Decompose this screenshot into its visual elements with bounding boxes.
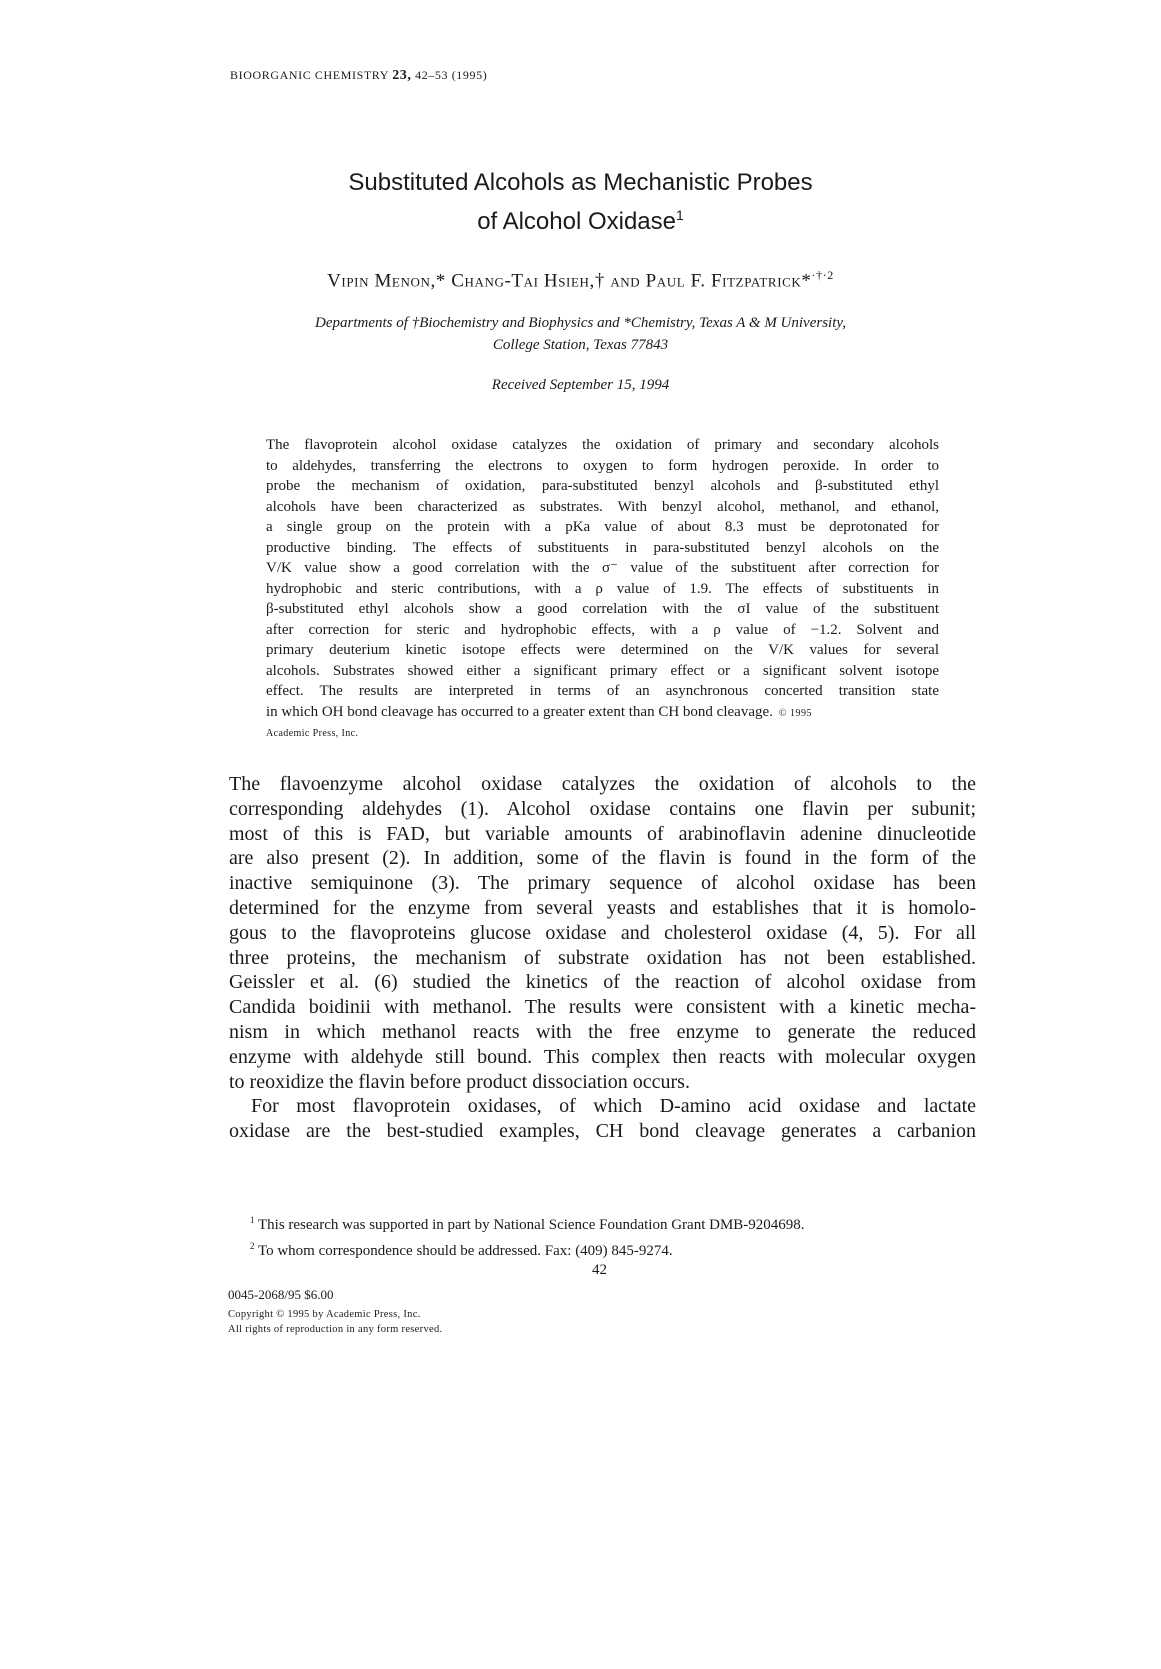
body-line: Geissler et al. (6) studied the kinetics of the reaction of alcohol oxidase from [229, 971, 976, 994]
abstract-copyright-mark: © 1995 [778, 707, 812, 719]
footnotes [250, 1210, 805, 1262]
body-line: corresponding aldehydes (1). Alcohol oxidase contains one flavin per subunit; [229, 797, 976, 820]
abstract-line: hydrophobic and steric contributions, with a ρ value of 1.9. The effects of substituents in [266, 580, 939, 597]
abstract-publisher: Academic Press, Inc. [266, 728, 359, 739]
footnote-1-mark: 1 [250, 1215, 255, 1225]
footnote-2-text: To whom correspondence should be addressed. Fax: (409) 845-9274. [257, 1243, 673, 1259]
author-2: Chang-Tai Hsieh,† [451, 270, 605, 292]
issn-price: 0045-2068/95 $6.00 [228, 1287, 334, 1302]
abstract-line: productive binding. The effects of substituents in para-substituted benzyl alcohols on the [266, 539, 939, 556]
author-3: Paul F. Fitzpatrick* [645, 270, 812, 292]
journal-header [230, 68, 487, 84]
abstract-line: a single group on the protein with a pKa value of about 8.3 must be deprotonated for [266, 519, 939, 535]
abstract-line: to aldehydes, transferring the electrons to oxygen to form hydrogen peroxide. In order to [266, 457, 939, 474]
affiliation-line-2: College Station, Texas 77843 [492, 337, 669, 353]
footnote-2 [250, 1236, 805, 1262]
abstract-line: β-substituted ethyl alcohols show a good correlation with the σI value of the substituent [266, 601, 939, 617]
copyright-line-2: All rights of reproduction in any form reserved. [228, 1324, 443, 1335]
author-connector: and [610, 270, 641, 292]
affiliation-line-1: Departments of †Biochemistry and Biophysics and *Chemistry, Texas A & M University, [315, 315, 846, 331]
paragraph-2 [229, 1094, 976, 1144]
body-line: to reoxidize the flavin before product dissociation occurs. [229, 1070, 690, 1093]
author-list [0, 268, 1161, 292]
footnote-2-mark: 2 [250, 1241, 255, 1251]
title-line-2: of Alcohol Oxidase [477, 208, 676, 235]
journal-volume: 23, [392, 68, 412, 83]
author-3-marks: ·†·2 [811, 268, 834, 282]
body-line: The flavoenzyme alcohol oxidase catalyzes the oxidation of alcohols to the [229, 773, 976, 795]
abstract [266, 435, 939, 745]
body-line: oxidase are the best-studied examples, CH bond cleavage generates a carbanion [229, 1120, 976, 1143]
body-line: most of this is FAD, but variable amounts of arabinoflavin adenine dinucleotide [229, 822, 976, 845]
abstract-line: primary deuterium kinetic isotope effects were determined on the V/K values for several [266, 642, 939, 658]
body-text [229, 772, 976, 1144]
page-number: 42 [592, 1262, 607, 1278]
title-line-1: Substituted Alcohols as Mechanistic Probes [348, 169, 813, 196]
abstract-line: The flavoprotein alcohol oxidase catalyzes the oxidation of primary and secondary alcohols [266, 437, 939, 453]
journal-pages-year: 42–53 (1995) [415, 68, 488, 82]
body-line: inactive semiquinone (3). The primary sequence of alcohol oxidase has been [229, 872, 976, 895]
abstract-line: probe the mechanism of oxidation, para-substituted benzyl alcohols and β-substituted ethyl [266, 478, 939, 494]
copyright-notice [228, 1307, 442, 1337]
title-footnote-mark: 1 [676, 207, 684, 223]
paragraph-1 [229, 772, 976, 1094]
abstract-line: V/K value show a good correlation with the σ⁻ value of the substituent after correction for [266, 560, 939, 576]
body-line: determined for the enzyme from several yeasts and establishes that it is homolo- [229, 896, 976, 919]
copyright-line-1: Copyright © 1995 by Academic Press, Inc. [228, 1309, 421, 1320]
abstract-last-line [266, 702, 939, 723]
abstract-line: alcohols. Substrates showed either a significant primary effect or a significant solvent isotope [266, 662, 939, 679]
body-line: For most flavoprotein oxidases, of which D-amino acid oxidase and lactate [251, 1095, 976, 1118]
article-title [0, 166, 1161, 238]
body-line: gous to the flavoproteins glucose oxidase and cholesterol oxidase (4, 5). For all [229, 921, 976, 944]
body-line: three proteins, the mechanism of substrate oxidation has not been established. [229, 946, 976, 969]
abstract-line: after correction for steric and hydrophobic effects, with a ρ value of −1.2. Solvent and [266, 621, 939, 638]
body-line: nism in which methanol reacts with the free enzyme to generate the reduced [229, 1020, 976, 1043]
footnote-1 [250, 1210, 805, 1236]
body-line: Candida boidinii with methanol. The results were consistent with a kinetic mecha- [229, 996, 976, 1019]
abstract-last-line-text: in which OH bond cleavage has occurred to a greater extent than CH bond cleavage. [266, 703, 773, 720]
received-date: Received September 15, 1994 [491, 377, 670, 393]
footnote-1-text: This research was supported in part by National Science Foundation Grant DMB-9204698. [257, 1217, 805, 1233]
journal-name: BIOORGANIC CHEMISTRY [230, 68, 389, 82]
body-line: enzyme with aldehyde still bound. This complex then reacts with molecular oxygen [229, 1045, 976, 1068]
author-1: Vipin Menon,* [327, 270, 446, 292]
affiliation [0, 312, 1161, 356]
body-line: are also present (2). In addition, some of the flavin is found in the form of the [229, 847, 976, 870]
abstract-line: effect. The results are interpreted in terms of an asynchronous concerted transition state [266, 683, 939, 699]
abstract-line: alcohols have been characterized as substrates. With benzyl alcohol, methanol, and ethanol, [266, 498, 939, 515]
